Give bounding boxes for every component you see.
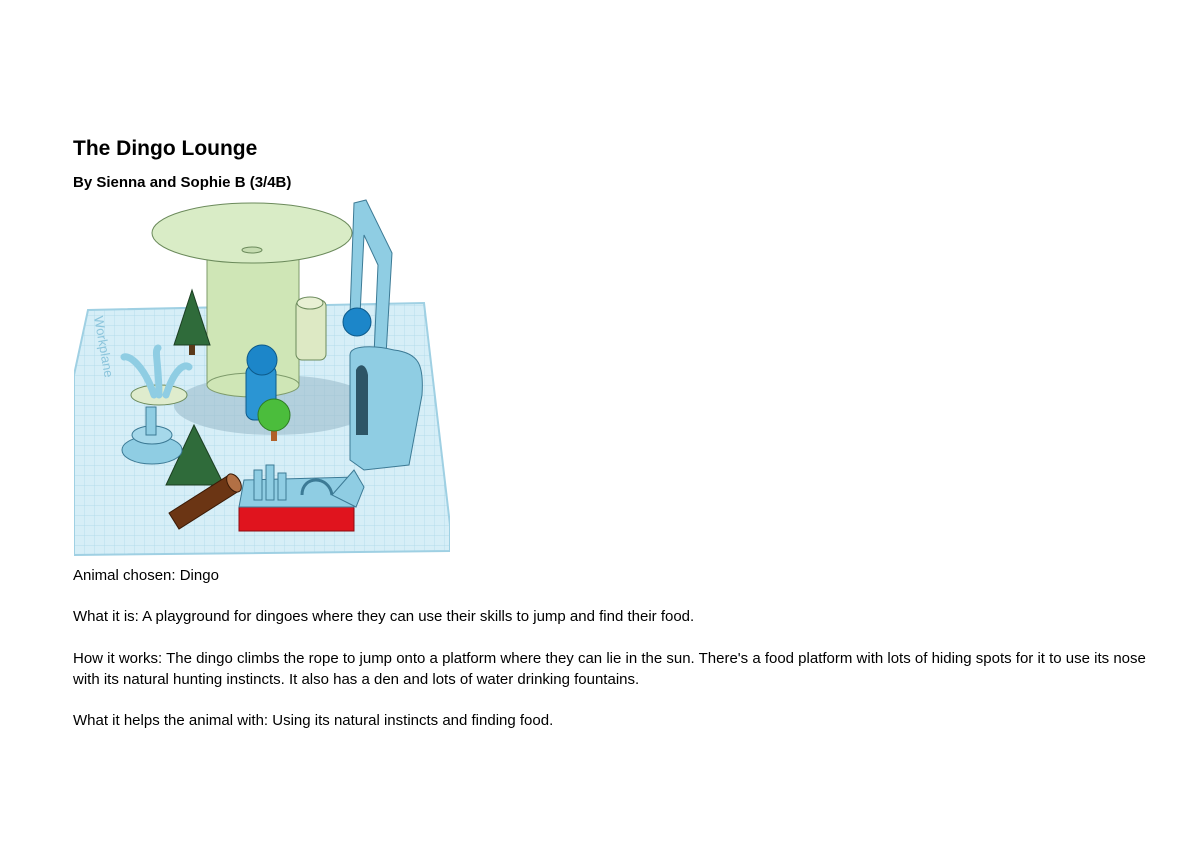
tinkercad-model-image: [74, 195, 450, 559]
paragraph-what-it-is: What it is: A playground for dingoes where they can use their skills to jump and find their food.: [73, 608, 695, 625]
page-title: The Dingo Lounge: [73, 137, 258, 160]
blue-ball-rope: [343, 308, 371, 336]
paragraph-what-it-helps: What it helps the animal with: Using its natural instincts and finding food.: [73, 712, 554, 729]
model-illustration: [74, 195, 450, 559]
workplane-label: Workplane: [91, 314, 117, 379]
paragraph-animal-chosen: Animal chosen: Dingo: [73, 567, 219, 584]
paragraph-how-it-works: How it works: The dingo climbs the rope to jump onto a platform where they can lie in the sun. There's a food platform with lots of hiding spots for it to use its nose with its natural hunting instincts. It also has a den and lots of water drinking fountains.: [73, 650, 1146, 688]
feeder-top: [297, 297, 323, 309]
den-entrance: [356, 365, 368, 435]
author-byline: By Sienna and Sophie B (3/4B): [73, 174, 292, 191]
platform-hole: [242, 247, 262, 253]
platform-top: [152, 203, 352, 263]
